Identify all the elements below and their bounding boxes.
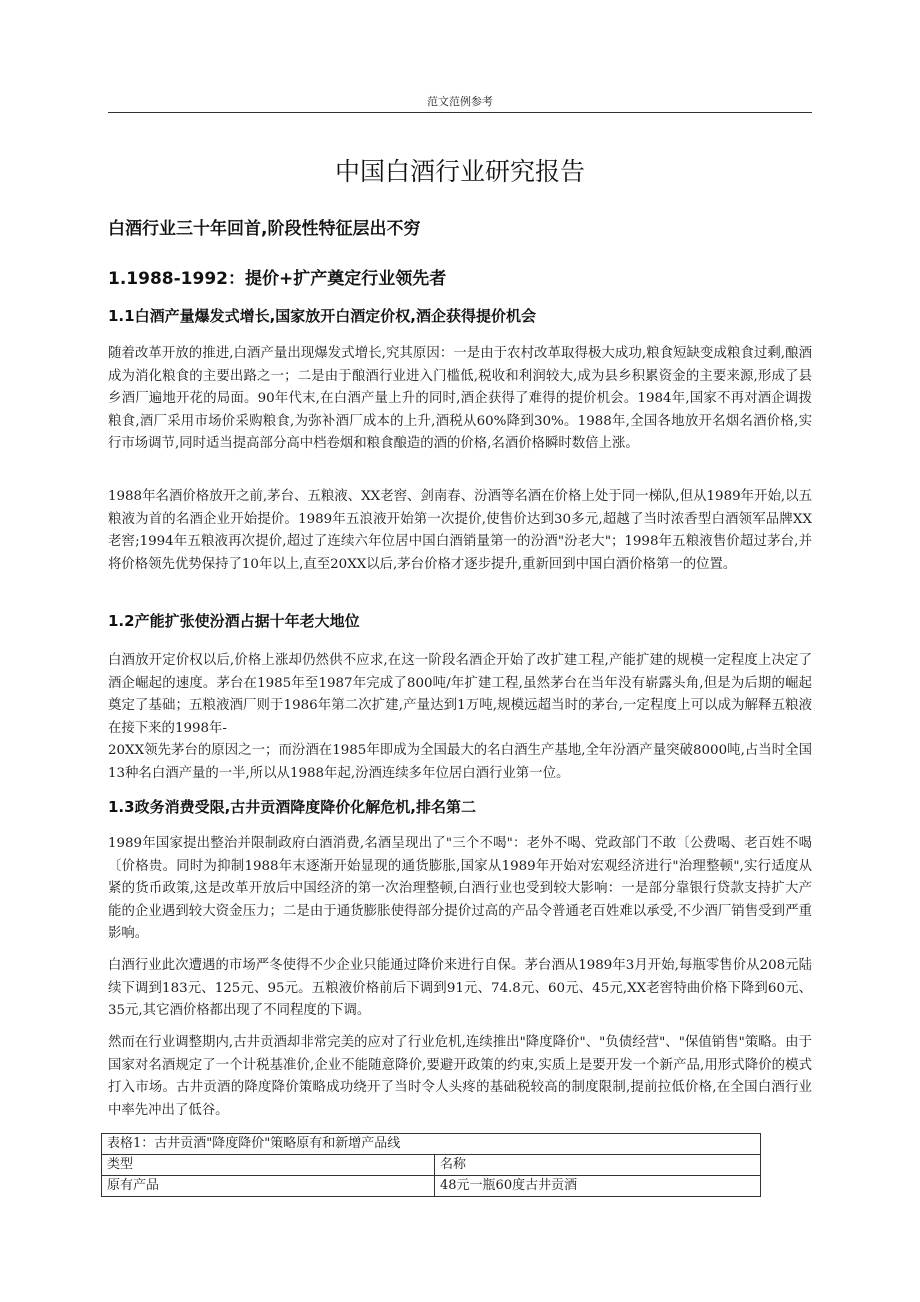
paragraph-6: 然而在行业调整期内,古井贡酒却非常完美的应对了行业危机,连续推出"降度降价"、"负债经营"、"保值销售"策略。由于国家对名酒规定了一个计税基准价,企业不能随意降价,要避开政策的约束,实质上是要开发一个新产品,用形式降价的模式打入市场。古井贡酒的降度降价策略成功绕开了当时令人头疼的基础税较高的制度限制,提前拉低价格,在全国白酒行业中率先冲出了低谷。 [108, 1035, 812, 1118]
table-cell: 48元一瓶60度古井贡酒 [435, 1176, 761, 1197]
subsection-heading-1-2: 1.2产能扩张使汾酒占据十年老大地位 [108, 612, 360, 630]
table-header-row [102, 1155, 761, 1176]
table-cell: 原有产品 [102, 1176, 435, 1197]
header-divider [108, 112, 812, 113]
paragraph-4: 1989年国家提出整治并限制政府白酒消费,名酒呈现出了"三个不喝"：老外不喝、党政部门不敢〔公费喝、老百姓不喝〔价格贵。同时为抑制1988年末逐渐开始显现的通货膨胀,国家从1989年开始对宏观经济进行"治理整顿",实行适度从紧的货币政策,这是改革开放后中国经济的第一次治理整顿,白酒行业也受到较大影响：一是部分靠银行贷款支持扩大产能的企业遇到较大资金压力；二是由于通货膨胀使得部分提价过高的产品令普通老百姓难以承受,不少酒厂销售受到严重影响。 [108, 836, 812, 941]
table-caption: 表格1：古井贡酒"降度降价"策略原有和新增产品线 [102, 1134, 761, 1155]
paragraph-1: 随着改革开放的推进,白酒产量出现爆发式增长,究其原因：一是由于农村改革取得极大成功,粮食短缺变成粮食过剩,酿酒成为消化粮食的主要出路之一；二是由于酿酒行业进入门槛低,税收和利润较大,成为县乡积累资金的主要来源,形成了县乡酒厂遍地开花的局面。90年代末,在白酒产量上升的同时,酒企获得了难得的提价机会。1984年,国家不再对酒企调拨粮食,酒厂采用市场价采购粮食,为弥补酒厂成本的上升,酒税从60%降到30%。1988年,全国各地放开名烟名酒价格,实行市场调节,同时适当提高部分高中档卷烟和粮食酿造的酒的价格,名酒价格瞬时数倍上涨。 [108, 346, 812, 451]
paragraph-3b: 20XX领先茅台的原因之一；而汾酒在1985年即成为全国最大的名白酒生产基地,全年汾酒产量突破8000吨,占当时全国13种名白酒产量的一半,所以从1988年起,汾酒连续多年位居白酒行业第一位。 [108, 743, 812, 781]
paragraph-2: 1988年名酒价格放开之前,茅台、五粮液、XX老窖、剑南春、汾酒等名酒在价格上处于同一梯队,但从1989年开始,以五粮液为首的名酒企业开始提价。1989年五浪液开始第一次提价,使售价达到30多元,超越了当时浓香型白酒领军品牌XX老窖;1994年五粮液再次提价,超过了连续六年位居中国白酒销量第一的汾酒"汾老大"；1998年五粮液售价超过茅台,并将价格领先优势保持了10年以上,直至20XX以后,茅台价格才逐步提升,重新回到中国白酒价格第一的位置。 [108, 489, 812, 572]
table-header-cell: 名称 [435, 1155, 761, 1176]
header-text: 范文范例参考 [427, 95, 493, 108]
paragraph-3a: 白酒放开定价权以后,价格上涨却仍然供不应求,在这一阶段名酒企开始了改扩建工程,产能扩建的规模一定程度上决定了酒企崛起的速度。茅台在1985年至1987年完成了800吨/年扩建工程,虽然茅台在当年没有崭露头角,但是为后期的崛起奠定了基础；五粮液酒厂则于1986年第二次扩建,产量达到1万吨,规模远超当时的茅台,一定程度上可以成为解释五粮液在接下来的1998年- [108, 653, 812, 736]
product-line-table [101, 1133, 761, 1197]
subsection-heading-1-1: 1.1白酒产量爆发式增长,国家放开白酒定价权,酒企获得提价机会 [108, 307, 536, 325]
paragraph-5: 白酒行业此次遭遇的市场严冬使得不少企业只能通过降价来进行自保。茅台酒从1989年3月开始,每瓶零售价从208元陆续下调到183元、125元、95元。五粮液价格前后下调到91元、74.8元、60元、45元,XX老窖特曲价格下降到60元、35元,其它酒价格都出现了不同程度的下调。 [108, 958, 812, 1018]
subsection-heading-1-3: 1.3政务消费受限,古井贡酒降度降价化解危机,排名第二 [108, 798, 476, 816]
table-header-cell: 类型 [102, 1155, 435, 1176]
table-row [102, 1176, 761, 1197]
table-caption-row [102, 1134, 761, 1155]
document-title: 中国白酒行业研究报告 [334, 157, 585, 186]
section-heading-main: 白酒行业三十年回首,阶段性特征层出不穷 [108, 219, 421, 239]
section-heading-1: 1.1988-1992：提价+扩产奠定行业领先者 [108, 269, 447, 289]
